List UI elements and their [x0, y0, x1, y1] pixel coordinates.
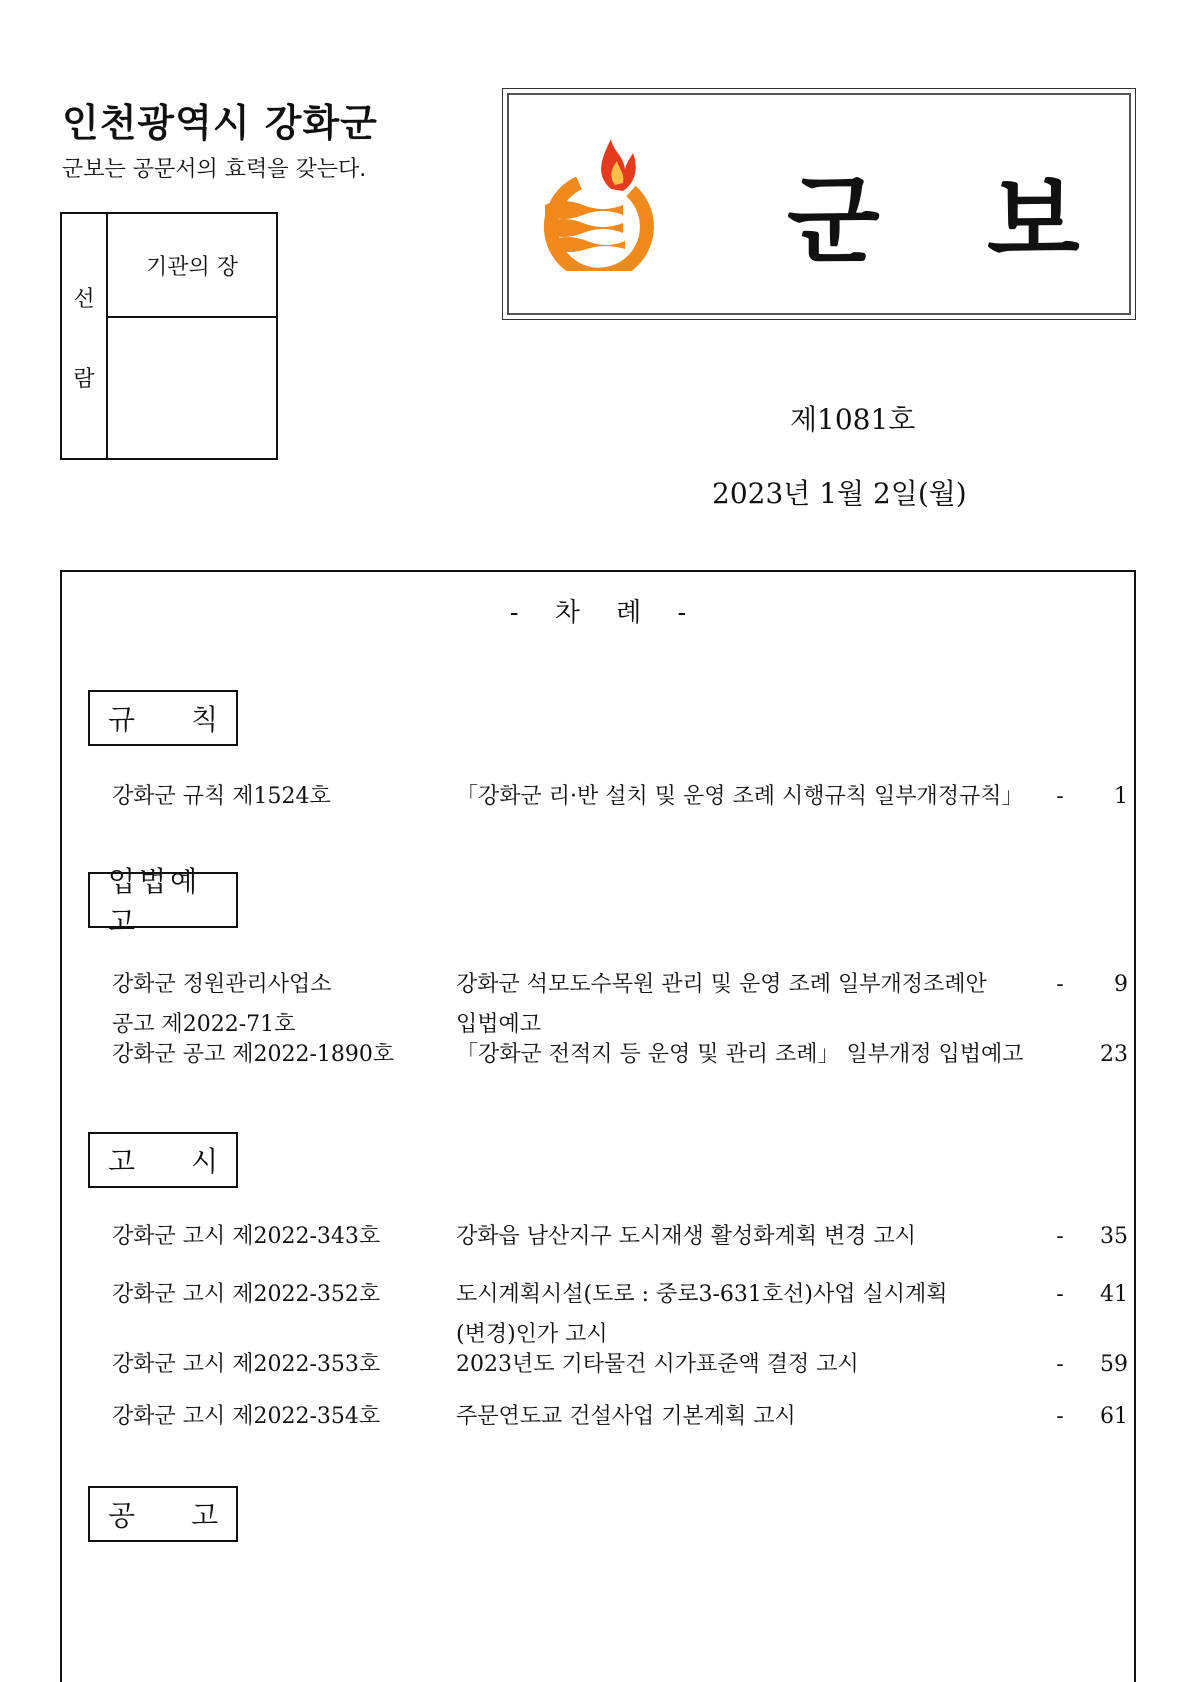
reading-approval-box: [60, 212, 278, 460]
toc-entry-title-line2: 입법예고: [456, 1012, 542, 1037]
toc-entry-title: 강화군 석모도수목원 관리 및 운영 조례 일부개정조례안: [456, 972, 987, 997]
section-header-rules: [88, 690, 238, 746]
section-label: 입법예고: [108, 865, 202, 938]
reading-side-column: [62, 214, 108, 458]
toc-entry-title: 2023년도 기타물건 시가표준액 결정 고시: [456, 1352, 859, 1377]
toc-entry-page: 41: [1100, 1282, 1128, 1307]
reading-side-char-2: 람: [73, 367, 95, 392]
toc-entry-number: 강화군 공고 제2022-1890호: [112, 1042, 395, 1067]
agency-head-label: 기관의 장: [145, 255, 238, 280]
toc-entry-dash: -: [1056, 1224, 1064, 1249]
section-label-char: 규: [108, 703, 136, 736]
toc-entry-dash: -: [1056, 972, 1064, 997]
toc-entry-dash: -: [1056, 784, 1064, 809]
title-char-2: 보: [987, 165, 1080, 277]
toc-entry-number: 강화군 고시 제2022-354호: [112, 1404, 381, 1429]
title-char-1: 군: [787, 165, 880, 277]
toc-entry-number: 강화군 정원관리사업소: [112, 972, 332, 997]
toc-entry-title: 「강화군 리·반 설치 및 운영 조례 시행규칙 일부개정규칙」: [456, 784, 1024, 809]
toc-entry-number: 강화군 고시 제2022-353호: [112, 1352, 381, 1377]
toc-title: - 차 례 -: [509, 598, 687, 628]
toc-entry-dash: -: [1056, 1404, 1064, 1429]
toc-entry-number: 강화군 고시 제2022-352호: [112, 1282, 381, 1307]
issue-date: 2023년 1월 2일(월): [712, 477, 967, 510]
gazette-title-box: [502, 88, 1136, 320]
gangwha-emblem-icon: [539, 131, 671, 271]
toc-entry-page: 59: [1100, 1352, 1128, 1377]
toc-entry-dash: -: [1056, 1352, 1064, 1377]
section-label-char: 공: [108, 1499, 136, 1532]
issue-number: 제1081호: [790, 403, 916, 436]
toc-entry-title: 강화읍 남산지구 도시재생 활성화계획 변경 고시: [456, 1224, 917, 1249]
table-of-contents: [60, 570, 1136, 1682]
section-label-char: 고: [108, 1145, 136, 1178]
toc-entry-page: 23: [1100, 1042, 1128, 1067]
toc-entry[interactable]: [112, 1280, 1128, 1347]
gazette-subtitle: 군보는 공문서의 효력을 갖는다.: [62, 157, 367, 182]
toc-entry-title-line2: (변경)인가 고시: [456, 1322, 608, 1347]
section-header-announcements: [88, 1132, 238, 1188]
reading-side-char-1: 선: [73, 287, 95, 312]
section-label-char: 칙: [190, 703, 218, 736]
section-label-char: 고: [190, 1499, 218, 1532]
organization-name: 인천광역시 강화군: [62, 101, 378, 145]
toc-entry-number: 강화군 규칙 제1524호: [112, 784, 331, 809]
toc-entry-title: 도시계획시설(도로 : 중로3-631호선)사업 실시계획: [456, 1282, 948, 1307]
toc-entry-number-line2: 공고 제2022-71호: [112, 1012, 296, 1037]
toc-entry-page: 9: [1114, 972, 1128, 997]
toc-entry-page: 61: [1100, 1404, 1128, 1429]
section-header-legislative-notice: [88, 865, 238, 938]
agency-head-cell: [108, 214, 276, 318]
section-header-public-notices: [88, 1486, 238, 1542]
toc-entry[interactable]: [112, 970, 1128, 1037]
toc-entry-page: 1: [1114, 784, 1128, 809]
toc-entry-title: 「강화군 전적지 등 운영 및 관리 조례」 일부개정 입법예고: [456, 1042, 1024, 1067]
toc-entry-dash: -: [1056, 1282, 1064, 1307]
section-label-char: 시: [190, 1145, 218, 1178]
toc-entry-number: 강화군 고시 제2022-343호: [112, 1224, 381, 1249]
toc-entry-page: 35: [1100, 1224, 1128, 1249]
toc-entry-title: 주문연도교 건설사업 기본계획 고시: [456, 1404, 796, 1429]
